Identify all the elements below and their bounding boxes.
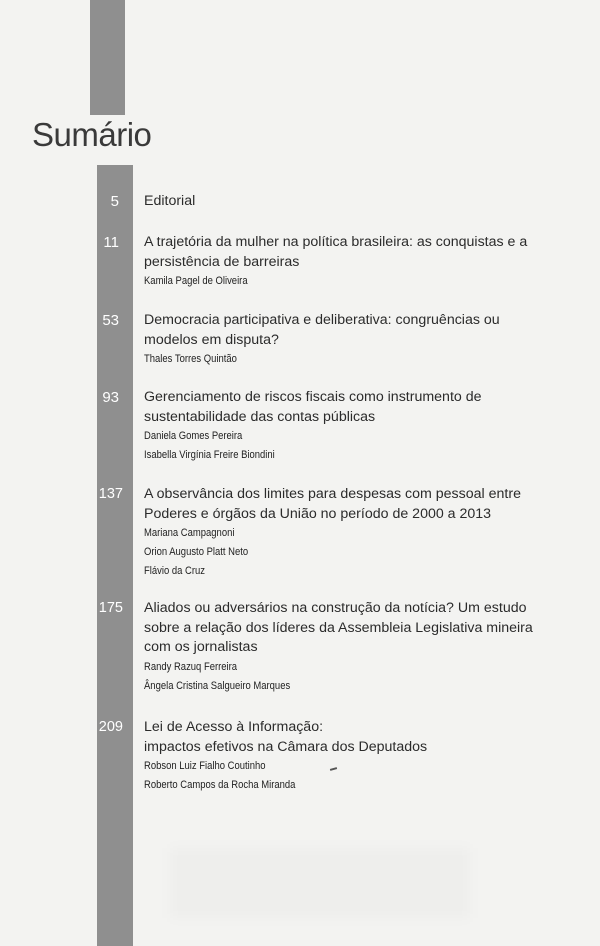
toc-entry-title-line: Lei de Acesso à Informação: — [144, 719, 324, 735]
toc-page-number: 137 — [98, 486, 123, 502]
toc-page-number: 209 — [98, 719, 123, 735]
toc-entry-author: Robson Luiz Fialho Coutinho — [144, 760, 266, 772]
toc-entry-title-line: com os jornalistas — [144, 639, 258, 655]
toc-entry-author: Randy Razuq Ferreira — [144, 660, 238, 673]
toc-entry-text — [144, 192, 574, 212]
toc-entry-author: Isabella Virgínia Freire Biondini — [144, 449, 275, 461]
decorative-bar-main — [97, 165, 133, 946]
toc-entry-title-line: Gerenciamento de riscos fiscais como instrumento de — [144, 389, 482, 405]
toc-page-number: 175 — [98, 600, 123, 616]
paper-smudge — [170, 848, 470, 918]
toc-entry-author: Mariana Campagnoni — [144, 527, 235, 539]
toc-entry-title-line: sobre a relação dos líderes da Assembleia Legislativa mineira — [144, 619, 533, 636]
toc-entry-text — [144, 485, 574, 581]
toc-entry-title: Editorial — [144, 193, 196, 209]
page-title: Sumário — [32, 116, 152, 153]
toc-entry-text — [144, 311, 574, 369]
toc-page-number: 11 — [103, 234, 119, 251]
toc-entry-text — [144, 233, 574, 291]
toc-entry-author: Thales Torres Quintão — [144, 353, 237, 365]
toc-entry-author: Flávio da Cruz — [144, 565, 205, 577]
toc-entry-title-line: modelos em disputa? — [144, 331, 279, 348]
toc-entry-author: Daniela Gomes Pereira — [144, 430, 243, 442]
toc-entry-title-line: persistência de barreiras — [144, 253, 300, 270]
toc-entry-title-line: A trajetória da mulher na política brasileira: as conquistas e a — [144, 234, 528, 250]
toc-page-number: 53 — [102, 312, 119, 329]
toc-entry-title-line: A observância dos limites para despesas com pessoal entre — [144, 486, 521, 502]
toc-entry-title-line: impactos efetivos na Câmara dos Deputados — [144, 738, 428, 755]
toc-entry-author: Roberto Campos da Rocha Miranda — [144, 779, 296, 791]
toc-page-number: 5 — [110, 193, 119, 210]
toc-entry-title-line: sustentabilidade das contas públicas — [144, 408, 376, 425]
toc-entry-author: Kamila Pagel de Oliveira — [144, 275, 248, 287]
toc-page-number: 93 — [102, 389, 119, 406]
toc-entry-title-line: Aliados ou adversários na construção da notícia? Um estudo — [144, 600, 527, 616]
toc-entry-text — [144, 599, 574, 696]
toc-entry-title-line: Poderes e órgãos da União no período de 2000 a 2013 — [144, 505, 492, 522]
decorative-bar-top — [90, 0, 125, 115]
toc-entry-author: Orion Augusto Platt Neto — [144, 546, 249, 558]
toc-entry-text — [144, 388, 574, 465]
toc-entry-text — [144, 718, 574, 795]
toc-entry-title-line: Democracia participativa e deliberativa: congruências ou — [144, 312, 500, 328]
toc-entry-author: Ângela Cristina Salgueiro Marques — [144, 679, 291, 692]
